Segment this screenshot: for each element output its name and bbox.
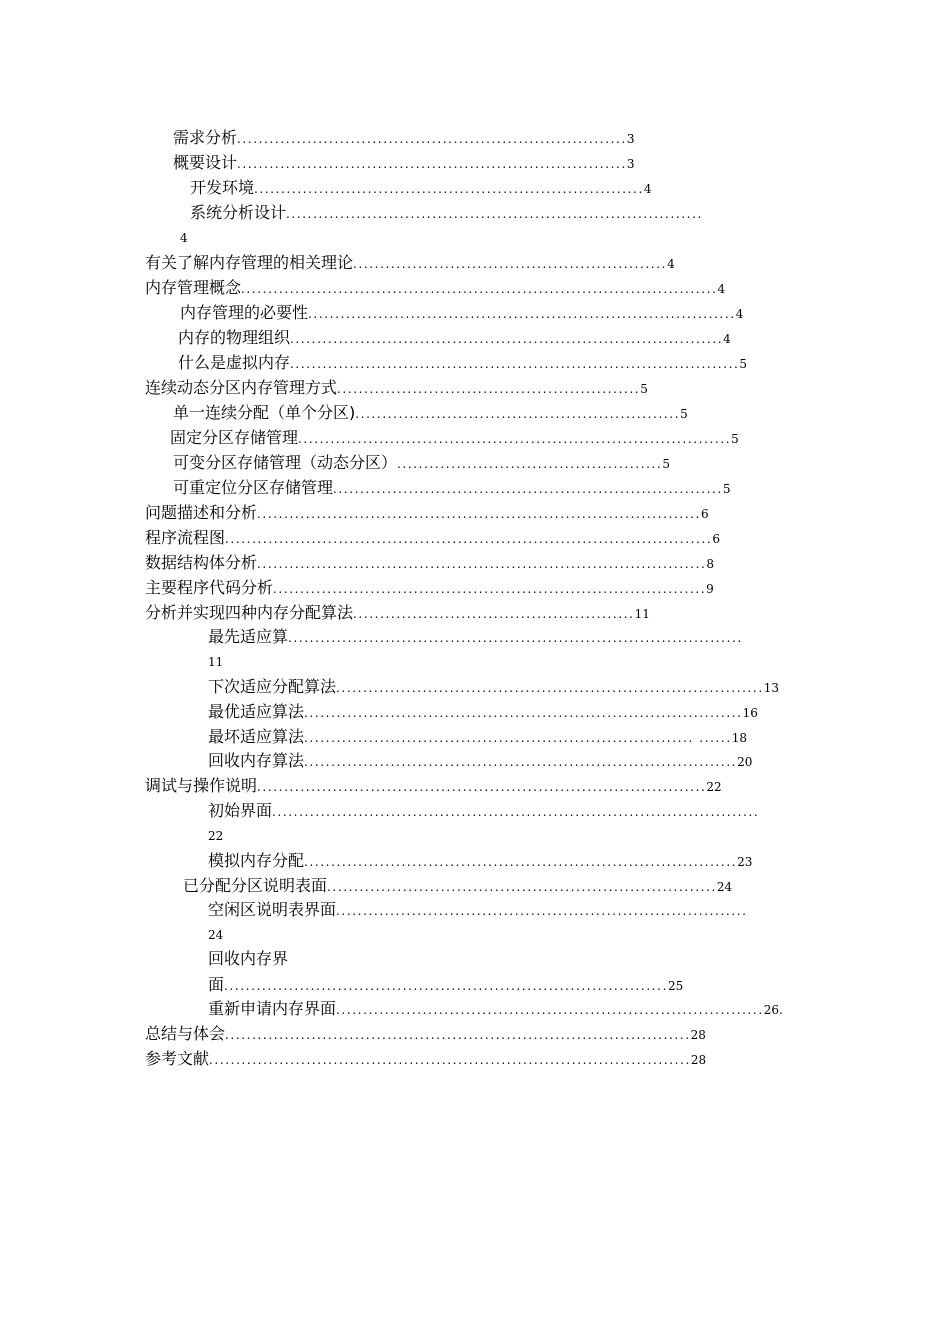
toc-entry-title: 参考文献 [145,1049,210,1068]
toc-entry-leader: ...................................................................................... [225,1028,691,1042]
toc-entry-continuation [208,825,223,845]
toc-entry-leader: .................................................................................... [288,631,743,645]
toc-entry-leader: ............................................................................... [308,307,736,321]
toc-entry [173,403,688,423]
toc-entry [178,328,731,348]
toc-entry-leader: ................................................................................ [304,755,738,769]
toc-entry-leader: ................................................................................ [304,855,738,869]
toc-entry-page: 16 [742,706,758,720]
toc-entry-title: 内存的物理组织 [178,328,291,347]
toc-entry-page: 5 [680,407,688,421]
toc-entry [145,528,720,548]
toc-entry [145,776,722,796]
toc-entry-leader: ........................................................................ ...... [304,731,732,745]
toc-entry-leader: .......................................................... [353,257,668,271]
toc-entry-title: 最先适应算 [208,627,289,646]
toc-entry [208,851,752,871]
toc-entry [145,278,725,298]
toc-entry-page: 5 [722,482,731,496]
toc-entry-page: 24 [208,928,224,942]
toc-entry-title: 需求分析 [173,128,238,147]
toc-entry [178,353,747,373]
toc-entry [173,153,635,173]
toc-entry-continuation [208,975,683,995]
toc-entry [208,751,752,771]
toc-entry-title: 下次适应分配算法 [208,677,337,696]
toc-entry-leader: ............................................................................ [336,904,748,918]
toc-entry [170,428,739,448]
toc-entry [145,1049,706,1069]
toc-entry-page: 20 [737,755,753,769]
toc-entry [180,303,743,323]
toc-entry [208,677,779,697]
toc-entry-page: 4 [735,307,744,321]
toc-entry-title: 分析并实现四种内存分配算法 [145,603,354,622]
toc-entry [145,553,714,573]
toc-entry-leader: .................................................................................. [257,507,702,521]
toc-entry-page: 26. [763,1003,783,1017]
toc-entry-title: 模拟内存分配 [208,851,305,870]
toc-entry [208,999,783,1019]
toc-entry-leader: .......................................................................................... [225,532,713,546]
toc-entry-page: 5 [640,382,648,396]
toc-entry [208,900,748,920]
toc-entry-title: 最坏适应算法 [208,727,305,746]
toc-entry [173,453,670,473]
toc-entry-page: 11 [634,607,650,621]
toc-entry-title: 开发环境 [190,178,255,197]
toc-entry-page: 4 [180,231,188,245]
toc-entry [208,702,758,722]
toc-entry-page: 25 [668,979,684,993]
toc-entry [145,253,675,273]
toc-entry-leader: ........................................................................ [237,157,627,171]
toc-entry-continuation [180,227,188,247]
toc-entry-title: 回收内存算法 [208,751,305,770]
toc-entry-title: 最优适应算法 [208,702,305,721]
toc-entry [173,128,635,148]
toc-entry-title: 总结与体会 [145,1024,226,1043]
toc-entry [145,378,648,398]
toc-entry [145,1024,706,1044]
toc-entry-leader: ........................................................................ [254,182,644,196]
toc-entry-title: 单一连续分配（单个分区) [173,403,356,422]
toc-entry [145,578,714,598]
toc-entry-leader: ............................................................................... [336,1003,764,1017]
toc-entry-leader: .................................................................................. [224,979,669,993]
toc-entry-title: 什么是虚拟内存 [178,353,291,372]
toc-entry [173,478,731,498]
toc-entry [190,203,703,223]
toc-entry-title: 问题描述和分析 [145,503,258,522]
toc-entry-title: 重新申请内存界面 [208,999,337,1018]
toc-entry [183,876,732,896]
toc-entry-leader: ................................................................................... [257,557,707,571]
toc-entry-page: 8 [706,557,715,571]
toc-entry-page: 4 [723,332,731,346]
toc-entry-continuation [208,924,223,944]
toc-entry-title: 内存管理的必要性 [180,303,309,322]
toc-entry-page: 22 [706,780,722,794]
toc-entry-title: 面 [208,975,225,994]
toc-entry-page: 18 [731,731,748,745]
toc-entry-page: 28 [690,1053,707,1067]
toc-entry [208,727,747,747]
toc-entry-leader: ............................................................................. [286,207,703,221]
toc-entry-leader: .................................................... [353,607,635,621]
toc-entry-page: 6 [712,532,720,546]
toc-entry-leader: ................................................................................. [304,706,743,720]
toc-entry-title: 调试与操作说明 [145,776,258,795]
toc-entry-leader: ................................................................................ [290,332,724,346]
toc-entry-leader: ............................................................................... [336,681,764,695]
toc-entry-title: 有关了解内存管理的相关理论 [145,253,354,272]
toc-entry-continuation [208,651,223,671]
toc-entry-page: 22 [208,829,224,843]
toc-entry-leader: ........................................................ [337,382,641,396]
toc-entry-title: 已分配分区说明表面 [183,876,328,895]
toc-entry [145,503,709,523]
toc-entry-leader: ......................................................................................... [209,1053,691,1067]
toc-entry-leader: ........................................................................ [327,880,717,894]
toc-entry-page: 6 [701,507,709,521]
toc-entry-leader: ........................................................................ [237,132,627,146]
toc-entry [208,627,743,647]
toc-entry-title: 空闲区说明表界面 [208,900,337,919]
toc-entry-leader: ........................................................................ [333,482,723,496]
toc-entry-leader: ................................................................................ [298,432,732,446]
toc-entry-title: 系统分析设计 [190,203,287,222]
toc-entry-leader: ................................................................................... [290,357,740,371]
toc-entry-title: 可变分区存储管理（动态分区） [173,453,398,472]
toc-entry-title: 内存管理概念 [145,278,242,297]
toc-entry-page: 13 [763,681,780,695]
toc-entry [208,949,288,969]
toc-entry-page: 5 [731,432,739,446]
toc-entry-page: 3 [626,132,635,146]
toc-entry-page: 5 [739,357,748,371]
toc-entry-page: 9 [706,582,714,596]
toc-entry-title: 可重定位分区存储管理 [173,478,334,497]
toc-entry-page: 5 [662,457,670,471]
toc-entry-leader: ........................................................................................ [241,282,718,296]
toc-entry-page: 4 [667,257,675,271]
toc-entry-title: 初始界面 [208,801,273,820]
toc-entry-title: 主要程序代码分析 [145,578,274,597]
toc-entry-page: 4 [643,182,652,196]
toc-entry-title: 连续动态分区内存管理方式 [145,378,338,397]
toc-entry-page: 4 [717,282,726,296]
toc-entry [145,603,650,623]
toc-entry-title: 程序流程图 [145,528,226,547]
toc-entry-leader: ................................................................................ [273,582,707,596]
toc-entry [190,178,652,198]
toc-entry-leader: ................................................. [397,457,663,471]
toc-entry-page: 3 [626,157,635,171]
toc-entry [208,801,759,821]
toc-entry-title: 固定分区存储管理 [170,428,299,447]
toc-entry-page: 23 [737,855,753,869]
toc-entry-title: 数据结构体分析 [145,553,258,572]
toc-entry-title: 回收内存界 [208,949,289,968]
toc-entry-leader: ................................................................................... [257,780,707,794]
toc-entry-leader: .......................................................................................... [272,805,760,819]
toc-entry-leader: ............................................................ [355,407,681,421]
toc-entry-title: 概要设计 [173,153,238,172]
toc-entry-page: 24 [716,880,733,894]
toc-entry-page: 11 [208,655,224,669]
toc-entry-page: 28 [690,1028,706,1042]
